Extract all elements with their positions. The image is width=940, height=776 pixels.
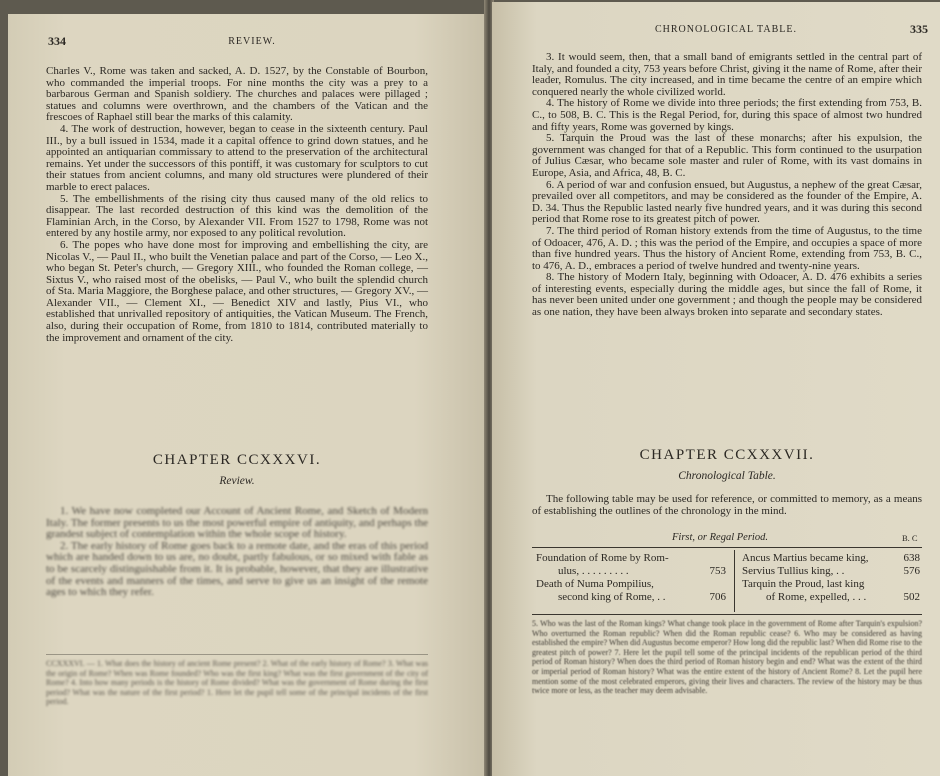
left-body-text	[46, 66, 428, 344]
paragraph: 3. It would seem, then, that a small band of emigrants settled in the central part of Italy, and founded a city, 753 years before Christ, giving it the name of Rome, after their leader, Romulus. The city increased, and in time became the centre of an empire which conquered nearly the whole civilized world.	[532, 51, 922, 98]
entry-line: Death of Numa Pompilius,	[536, 578, 654, 590]
table-row	[742, 565, 920, 578]
left-footnotes	[46, 659, 428, 707]
paragraph: 6. A period of war and confusion ensued, but Augustus, a nephew of the great Cæsar, prevailed over all competitors, and may be considered as the founder of the Empire, A. D. 34. Thus the Republic lasted nearly five hundred years, and it was during this second period that Rome rose to its greatest pitch of power.	[532, 178, 922, 226]
table-column-divider	[734, 550, 735, 612]
entry-line: second king of Rome, . .	[558, 591, 666, 603]
footnote-rule	[46, 654, 428, 655]
right-footnotes	[532, 619, 922, 696]
entry-year: 502	[903, 591, 920, 603]
paragraph: 2. The early history of Rome goes back to a remote date, and the eras of this period which are handed down to us are, no doubt, partly fabulous, or so mixed with fable as to be scarcely distinguishable from it. It is probable, however, that they are illustrative of the events and manners of the times, and serve to give us an insight of the remote ages to which they refer.	[46, 539, 428, 599]
left-page	[8, 14, 486, 776]
left-running-title: REVIEW.	[228, 36, 276, 47]
left-page-number: 334	[48, 34, 66, 48]
paragraph: 5. Tarquin the Proud was the last of these monarchs; after his expulsion, the government was changed for that of a Republic. This form continued to the usurpation of Julius Cæsar, who became sole master and ruler of Rome, with its vast domains in Europe, Asia, and Africa, 48, B. C.	[532, 132, 922, 179]
review-text	[46, 506, 428, 599]
table-intro	[532, 494, 922, 517]
paragraph: 5. The embellishments of the rising city thus caused many of the old relics to disappear. The last recorded destruction of this kind was the demolition of the Flaminian Arch, in the Corso, by Alexander VII. From 1527 to 1798, Rome was not entered by any hostile army, nor exposed to any political revolution.	[46, 192, 428, 240]
footnote-text: 5. Who was the last of the Roman kings? What change took place in the government of Rome after Tarquin's expulsion? Who overturned the Roman republic? When did the Roman republic cease? 6. Who may be considered as having established the empire? When did Augustus become emperor? How long did the republic last? When did Rome rise to the greatest pitch of power? 7. Here let the pupil tell some of the principal incidents of the republican period of the third period of Roman history? When does the third period of Roman history begin and end? What was the extent of the third or imperial period of Roman history? What was the entire extent of the history of Ancient Rome? 8. Let the pupil here mention some of the most celebrated emperors, giving their lives and characters. The review of the history may be thus twice more or less, as the teacher may deem advisable.	[532, 619, 922, 696]
table-heading: First, or Regal Period.	[672, 532, 768, 543]
entry-line: Foundation of Rome by Rom-	[536, 552, 669, 564]
paragraph: 8. The history of Modern Italy, beginning with Odoacer, A. D. 476 exhibits a series of interesting events, especially during the middle ages, but since the fall of Rome, it has never been united under one government ; and though the people may be considered as one nation, they have been always broken into separate and secondary states.	[532, 271, 922, 319]
entry-line: of Rome, expelled, . . .	[766, 591, 867, 603]
entry-year: 576	[903, 565, 920, 577]
footnote-text: CCXXXVI. — 1. What does the history of ancient Rome present? 2. What of the early history of Rome? 3. What was the origin of Rome? When was Rome founded? Who was the first king? What was the first government of the city of Rome? 4. Into how many periods is the history of Rome divided? What was the government of Rome during the first period? What was the nature of the first period? 1. Here let the pupil tell some of the principal incidents of the first period.	[46, 659, 428, 707]
right-running-title: CHRONOLOGICAL TABLE.	[655, 24, 797, 35]
footnote-rule	[532, 614, 922, 615]
table-right-column	[742, 552, 920, 604]
right-page-number: 335	[910, 22, 928, 36]
table-bc-label: B. C	[902, 533, 918, 543]
entry-line: ulus, . . . . . . . . .	[558, 565, 629, 577]
chapter-title: CHAPTER CCXXXVII.	[639, 447, 815, 463]
table-left-column	[536, 552, 726, 604]
right-running-head	[492, 24, 940, 38]
right-body-text	[532, 52, 922, 319]
table-row	[742, 552, 920, 565]
chapter-subtitle: Review.	[219, 475, 255, 487]
chapter-title: CHAPTER CCXXXVI.	[152, 452, 322, 468]
entry-year: 706	[709, 591, 726, 603]
table-row	[742, 578, 920, 604]
paragraph: Charles V., Rome was taken and sacked, A. D. 1527, by the Constable of Bourbon, who commanded the imperial troops. For nine months the city was a prey to a barbarous German and Spanish soldiery. The churches and palaces were pillaged ; statues and columns were overthrown, and the chambers of the Vatican and the frescoes of Raphael still bear the marks of this calamity.	[46, 65, 428, 124]
entry-line: Servius Tullius king, . .	[742, 565, 845, 577]
paragraph: 1. We have now completed our Account of Ancient Rome, and Sketch of Modern Italy. The former presents to us the most powerful empire of antiquity, and perhaps the grandest subject of contemplation within the whole scope of history.	[46, 505, 428, 541]
left-chapter-block	[46, 452, 428, 497]
intro-text: The following table may be used for reference, or committed to memory, as a means of establishing the outlines of the chronology in the mind.	[532, 493, 922, 517]
entry-year: 638	[903, 552, 920, 564]
table-row	[536, 552, 726, 578]
paragraph: 7. The third period of Roman history extends from the time of Augustus, to the time of Odoacer, 476, A. D. ; this was the period of the Empire, and occupies a space of more than five hundred years. Thus the history of Ancient Rome, extending from 753, B. C., to 476, A. D., embraces a period of twelve hundred and twenty-nine years.	[532, 224, 922, 272]
right-chapter-block	[532, 447, 922, 492]
table-row	[536, 578, 726, 604]
entry-year: 753	[709, 565, 726, 577]
right-page	[492, 2, 940, 776]
left-running-head	[8, 36, 486, 50]
entry-line: Tarquin the Proud, last king	[742, 578, 865, 590]
paragraph: 6. The popes who have done most for improving and embellishing the city, are Nicolas V., — Paul II., who built the Venetian palace and part of the Corso, — Leo X., who began St. Peter's church, — Gregory XIII., who founded the Roman college, — Sixtus V., who raised most of the obelisks, — Paul V., who built the splendid church of Sta. Maria Maggiore, the Borghese palace, and other structures, — Gregory XV., — Alexander VII., — Clement XI., — Benedict XIV and lastly, Pius VI., who established that unrivalled repository of antiquities, the Vatican Museum. The French, also, during their occupation of Rome, from 1810 to 1814, contributed materially to the improvement and ornament of the city.	[46, 238, 428, 344]
chapter-subtitle: Chronological Table.	[678, 470, 776, 482]
table-top-rule	[532, 547, 922, 548]
entry-line: Ancus Martius became king,	[742, 552, 869, 564]
paragraph: 4. The history of Rome we divide into three periods; the first extending from 753, B. C., to 508, B. C. This is the Regal Period, for, during this space of almost two hundred and fifty years, Rome was governed by kings.	[532, 97, 922, 133]
paragraph: 4. The work of destruction, however, began to cease in the sixteenth century. Paul III., by a bull issued in 1534, made it a capital offence to grind down statues, and he appointed an antiquarian commissary to attend to the preservation of the architectural remains. Yet under the successors of this pontiff, it was customary for sculptors to cut their statues from ancient columns, and many old structures were plundered of their marble to erect palaces.	[46, 122, 428, 193]
